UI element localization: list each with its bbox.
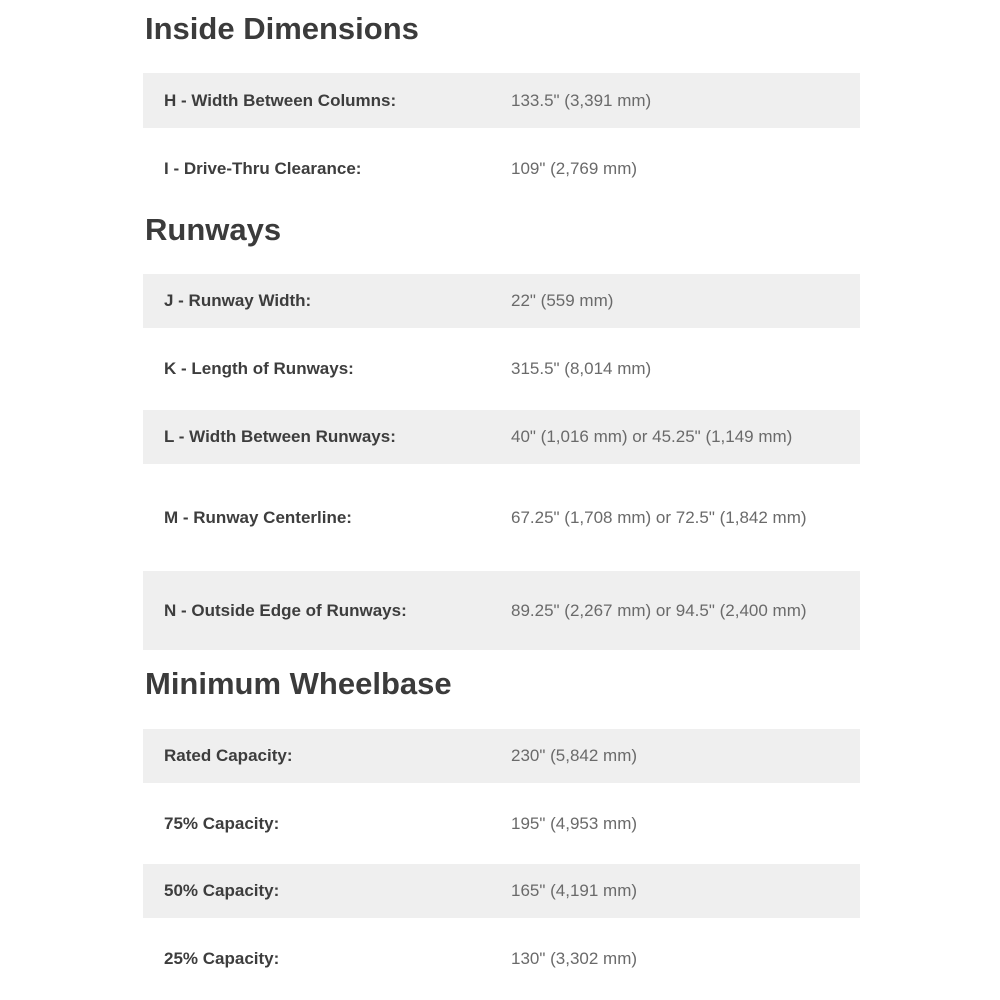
spec-value: 230" (5,842 mm) (511, 746, 638, 765)
table-row (143, 328, 860, 410)
spec-label: I - Drive-Thru Clearance: (164, 159, 362, 178)
spec-label: Rated Capacity: (164, 746, 293, 765)
spec-label: M - Runway Centerline: (164, 507, 352, 527)
table-row (143, 729, 860, 783)
table-row (143, 73, 860, 128)
spec-value: 109" (2,769 mm) (511, 159, 638, 178)
section-title-runways: Runways (145, 212, 282, 247)
section-title-minimum-wheelbase: Minimum Wheelbase (145, 666, 452, 701)
spec-label: K - Length of Runways: (164, 359, 354, 378)
spec-table-inside-dimensions (143, 73, 860, 210)
spec-label: L - Width Between Runways: (164, 427, 396, 446)
table-row (143, 783, 860, 864)
table-row (143, 918, 860, 1000)
spec-label: 25% Capacity: (164, 949, 280, 968)
spec-value: 133.5" (3,391 mm) (511, 90, 652, 110)
spec-label: H - Width Between Columns: (164, 90, 397, 110)
spec-label: 50% Capacity: (164, 881, 280, 900)
spec-value: 315.5" (8,014 mm) (511, 359, 652, 378)
spec-value: 67.25" (1,708 mm) or 72.5" (1,842 mm) (511, 507, 807, 527)
spec-label: N - Outside Edge of Runways: (164, 600, 407, 620)
spec-value: 22" (559 mm) (511, 291, 614, 310)
spec-value: 89.25" (2,267 mm) or 94.5" (2,400 mm) (511, 600, 807, 620)
spec-value: 165" (4,191 mm) (511, 881, 638, 900)
table-row (143, 274, 860, 328)
spec-value: 195" (4,953 mm) (511, 813, 638, 833)
spec-table-runways (143, 274, 860, 650)
section-title-inside-dimensions: Inside Dimensions (145, 11, 419, 46)
table-row (143, 464, 860, 571)
table-row (143, 410, 860, 464)
table-row (143, 864, 860, 918)
spec-value: 40" (1,016 mm) or 45.25" (1,149 mm) (511, 427, 793, 446)
table-row (143, 128, 860, 210)
spec-label: J - Runway Width: (164, 291, 312, 310)
spec-label: 75% Capacity: (164, 813, 280, 833)
spec-table-minimum-wheelbase (143, 729, 860, 1000)
table-row (143, 571, 860, 650)
spec-value: 130" (3,302 mm) (511, 949, 638, 968)
